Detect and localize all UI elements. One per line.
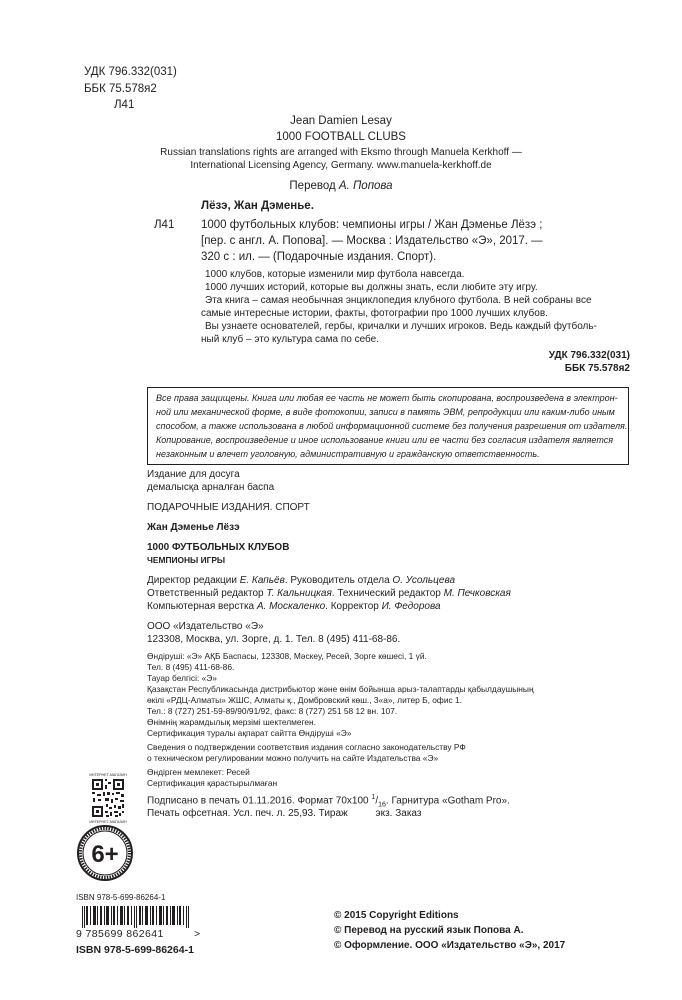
copyright-line-1: © 2015 Copyright Editions — [334, 910, 459, 921]
staff-role: Директор редакции — [147, 575, 240, 586]
translation-credit — [0, 180, 682, 192]
staff-person: М. Печковская — [443, 588, 511, 599]
qr-top-text: ИНТЕРНЕТ-МАГАЗИН — [89, 773, 127, 777]
barcode-quiet-zone-mark: > — [194, 928, 201, 940]
original-author: Jean Damien Lesay — [290, 115, 392, 127]
staff-role: Компьютерная верстка — [147, 601, 257, 612]
kazakh-line-4: Қазақстан Республикасында дистрибьютор және өнім бойынша арыз-талаптарды қабылдаушының — [147, 684, 534, 694]
origin-line-1: Өндірген мемлекет: Ресей — [147, 767, 250, 777]
catalog-line-1: 1000 футбольных клубов: чемпионы игры / Жан Дэменье Лёзэ ; — [201, 219, 543, 231]
age-rating-icon — [76, 824, 134, 882]
staff-person: Т. Кальницкая — [266, 588, 332, 599]
kazakh-line-3: Тауар белгісі: «Э» — [147, 673, 217, 683]
abstract-line-1: 1000 клубов, которые изменили мир футбола навсегда. — [205, 269, 465, 280]
kazakh-line-7: Өнімнің жарамдылық мерзімі шектелмеген. — [147, 717, 316, 727]
print-line-2: Печать офсетная. Усл. печ. л. 25,93. Тираж экз. Заказ — [147, 808, 422, 819]
original-title: 1000 FOOTBALL CLUBS — [276, 131, 406, 143]
conformity-line-2: о техническом регулировании можно получить на сайте Издательства «Э» — [147, 753, 439, 763]
catalog-udk: УДК 796.332(031) — [548, 350, 630, 361]
publisher-name: ООО «Издательство «Э» — [147, 621, 264, 632]
translator-name: А. Попова — [338, 180, 393, 192]
abstract-line-5: Вы узнаете основателей, гербы, кричалки и лучших игроков. Ведь каждый футболь- — [205, 321, 597, 332]
publisher-address: 123308, Москва, ул. Зорге, д. 1. Тел. 8 (495) 411-68-86. — [147, 634, 401, 645]
kazakh-line-5: өкілі «РДЦ-Алматы» ЖШС, Алматы қ., Домбровский көш., 3«а», литер Б, офис 1. — [147, 695, 463, 705]
isbn-small: ISBN 978-5-699-86264-1 — [76, 893, 166, 902]
catalog-bbk: ББК 75.578я2 — [564, 363, 630, 374]
bbk-header: ББК 75.578я2 — [84, 83, 157, 95]
fraction-numerator: 1 — [371, 794, 376, 801]
catalog-line-3: 320 с : ил. — (Подарочные издания. Спорт). — [201, 251, 437, 263]
notice-line-4: Копирование, воспроизведение и иное использование книги или ее части без согласия издателя является — [156, 435, 614, 445]
copyright-line-2: © Перевод на русский язык Попова А. — [334, 925, 524, 936]
staff-person: А. Москаленко — [256, 601, 326, 612]
staff-line-2 — [147, 588, 511, 599]
edition-subtitle: ЧЕМПИОНЫ ИГРЫ — [147, 555, 226, 565]
qr-bottom-text: ИНТЕРНЕТ-МАГАЗИН — [89, 820, 127, 824]
abstract-line-3: Эта книга – самая необычная энциклопедия клубного футбола. В ней собраны все — [205, 295, 592, 306]
barcode-digits: 9 785699 862641 — [76, 928, 164, 940]
barcode-icon — [76, 906, 202, 928]
notice-line-1: Все права защищены. Книга или любая ее часть не может быть скопирована, воспроизведена в электрон- — [156, 393, 618, 403]
print-typeface: . Гарнитура «Gotham Pro». — [385, 795, 510, 807]
series-name: ПОДАРОЧНЫЕ ИЗДАНИЯ. СПОРТ — [147, 502, 310, 513]
notice-line-2: ной или механической форме, в виде фотокопии, записи в память ЭВМ, репродукции или каким-либо иным — [156, 407, 615, 417]
catalog-author-heading: Лёзэ, Жан Дэменье. — [201, 200, 314, 212]
isbn-large: ISBN 978-5-699-86264-1 — [76, 944, 194, 956]
print-line-1: Подписано в печать 01.11.2016. Формат 70х100 $^1/_{16}$. Гарнитура «Gotham Pro». — [147, 794, 510, 809]
age-rating-badge — [76, 824, 134, 882]
translation-label: Перевод — [289, 180, 336, 192]
age-rating-text: 6+ — [91, 841, 119, 868]
rights-line-1: Russian translations rights are arranged with Eksmo through Manuela Kerkhoff — — [160, 147, 522, 158]
author-code-header: Л41 — [114, 99, 135, 111]
copyright-notice-box — [147, 387, 629, 465]
kazakh-line-1: Өндіруші: «Э» АҚБ Баспасы, 123308, Мәскеу, Ресей, Зорге көшесі, 1 үй. — [147, 651, 427, 661]
staff-role: . Руководитель отдела — [284, 575, 393, 586]
notice-line-3: способом, а также использована в любой информационной системе без получения разрешения от издателя. — [156, 421, 628, 431]
staff-role: . Технический редактор — [331, 588, 444, 599]
barcode — [76, 906, 202, 928]
rights-line-2: International Licensing Agency, Germany. www.manuela-kerkhoff.de — [190, 160, 492, 171]
origin-line-2: Сертификация қарастырылмаған — [147, 778, 278, 788]
abstract-line-6: ный клуб – это культура сама по себе. — [201, 334, 379, 345]
conformity-line-1: Сведения о подтверждении соответствия издания согласно законодательству РФ — [147, 742, 466, 752]
leisure-kz: демалысқа арналған баспа — [147, 482, 275, 493]
leisure-ru: Издание для досуга — [147, 469, 240, 480]
kazakh-line-8: Сертификация туралы ақпарат сайтта Өндіруші «Э» — [147, 728, 352, 738]
catalog-code: Л41 — [154, 219, 175, 231]
staff-person: О. Усольцева — [392, 575, 456, 586]
staff-line-1 — [147, 575, 455, 586]
staff-line-3 — [147, 601, 441, 612]
qr-code-icon — [80, 772, 136, 824]
edition-title: 1000 ФУТБОЛЬНЫХ КЛУБОВ — [147, 542, 290, 553]
print-format: Подписано в печать 01.11.2016. Формат 70х100 — [147, 795, 372, 807]
udk-header: УДК 796.332(031) — [84, 66, 177, 78]
copyright-line-3: © Оформление. ООО «Издательство «Э», 2017 — [334, 940, 566, 951]
qr-code-block — [80, 772, 136, 824]
staff-person: Е. Капьёв — [239, 575, 285, 586]
kazakh-line-2: Тел. 8 (495) 411-68-86. — [147, 662, 235, 672]
notice-line-5: незаконным и влечет уголовную, административную и гражданскую ответственность. — [156, 449, 540, 459]
fraction-denominator: 16 — [378, 801, 386, 809]
staff-role: . Корректор — [325, 601, 382, 612]
kazakh-line-6: Тел.: 8 (727) 251-59-89/90/91/92, факс: 8 (727) 251 58 12 вн. 107. — [147, 706, 398, 716]
staff-person: И. Федорова — [381, 601, 441, 612]
edition-author: Жан Дэменье Лёзэ — [147, 522, 240, 533]
staff-role: Ответственный редактор — [147, 588, 267, 599]
abstract-line-2: 1000 лучших историй, которые вы должны знать, если любите эту игру. — [205, 282, 538, 293]
abstract-line-4: самые интересные истории, факты, фотографии про 1000 лучших клубов. — [201, 308, 548, 319]
catalog-line-2: [пер. с англ. А. Попова]. — Москва : Издательство «Э», 2017. — — [201, 235, 543, 247]
